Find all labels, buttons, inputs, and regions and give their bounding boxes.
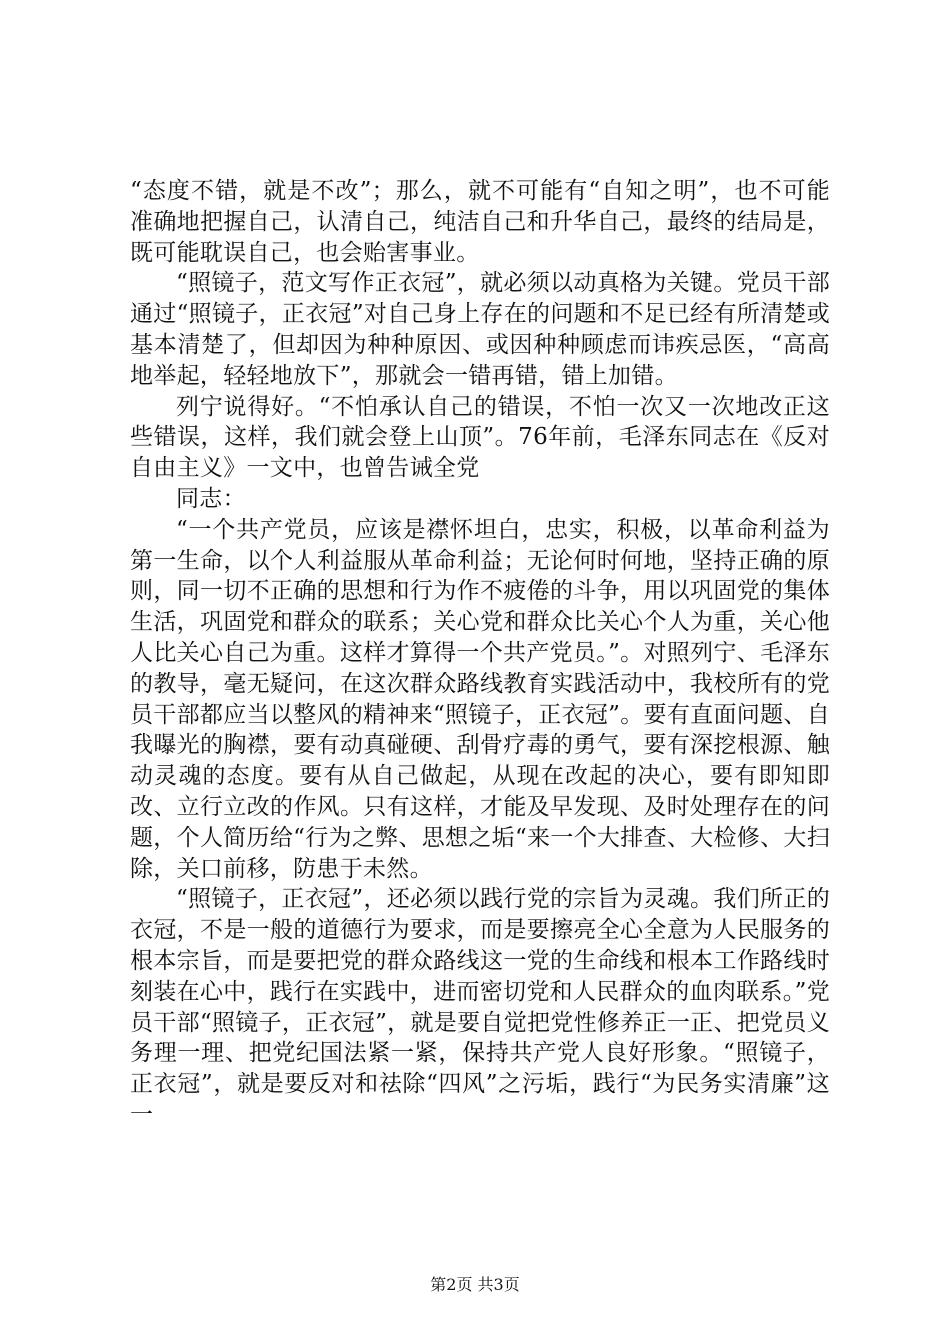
paragraph-3: 列宁说得好。“不怕承认自己的错误，不怕一次又一次地改正这些错误，这样，我们就会登上山顶”。76年前，毛泽东同志在《反对自由主义》一文中，也曾告诫全党: [130, 393, 830, 482]
paragraph-6: “照镜子，正衣冠”，还必须以践行党的宗旨为灵魂。我们所正的衣冠，不是一般的道德行为要求，而是要擦亮全心全意为人民服务的根本宗旨，而是要把党的群众路线这一党的生命线和根本工作路线时刻装在心中，践行在实践中，进而密切党和人民群众的血肉联系。”党员干部“照镜子，正衣冠”，就是要自觉把党性修养正一正、把党员义务理一理、把党纪国法紧一紧，保持共产党人良好形象。“照镜子，正衣冠”，就是要反对和祛除“四风”之污垢，践行“为民务实清廉”这一: [130, 886, 830, 1128]
document-body: [130, 176, 830, 1131]
paragraph-5: “一个共产党员，应该是襟怀坦白，忠实，积极，以革命利益为第一生命，以个人利益服从革命利益；无论何时何地，坚持正确的原则，同一切不正确的思想和行为作不疲倦的斗争，用以巩固党的集体生活，巩固党和群众的联系；关心党和群众比关心个人为重，关心他人比关心自己为重。这样才算得一个共产党员。”。对照列宁、毛泽东的教导，毫无疑问，在这次群众路线教育实践活动中，我校所有的党员干部都应当以整风的精神来“照镜子，正衣冠”。要有直面问题、自我曝光的胸襟，要有动真碰硬、刮骨疗毒的勇气，要有深挖根源、触动灵魂的态度。要有从自己做起，从现在改起的决心，要有即知即改、立行立改的作风。只有这样，才能及早发现、及时处理存在的问题，个人简历给“行为之弊、思想之垢“来一个大排查、大检修、大扫除，关口前移，防患于未然。: [130, 516, 830, 882]
paragraph-4: 同志：: [176, 485, 246, 512]
page-number-footer: 第2页 共3页: [430, 1275, 520, 1294]
paragraph-1: “态度不错，就是不改”；那么，就不可能有“自知之明”，也不可能准确地把握自己，认清自己，纯洁自己和升华自己，最终的结局是，既可能耽误自己，也会贻害事业。: [130, 178, 830, 266]
paragraph-2: “照镜子，范文写作正衣冠”，就必须以动真格为关键。党员干部通过“照镜子，正衣冠”对自己身上存在的问题和不足已经有所清楚或基本清楚了，但却因为种种原因、或因种种顾虑而讳疾忌医，“高高地举起，轻轻地放下”，那就会一错再错，错上加错。: [130, 270, 830, 389]
